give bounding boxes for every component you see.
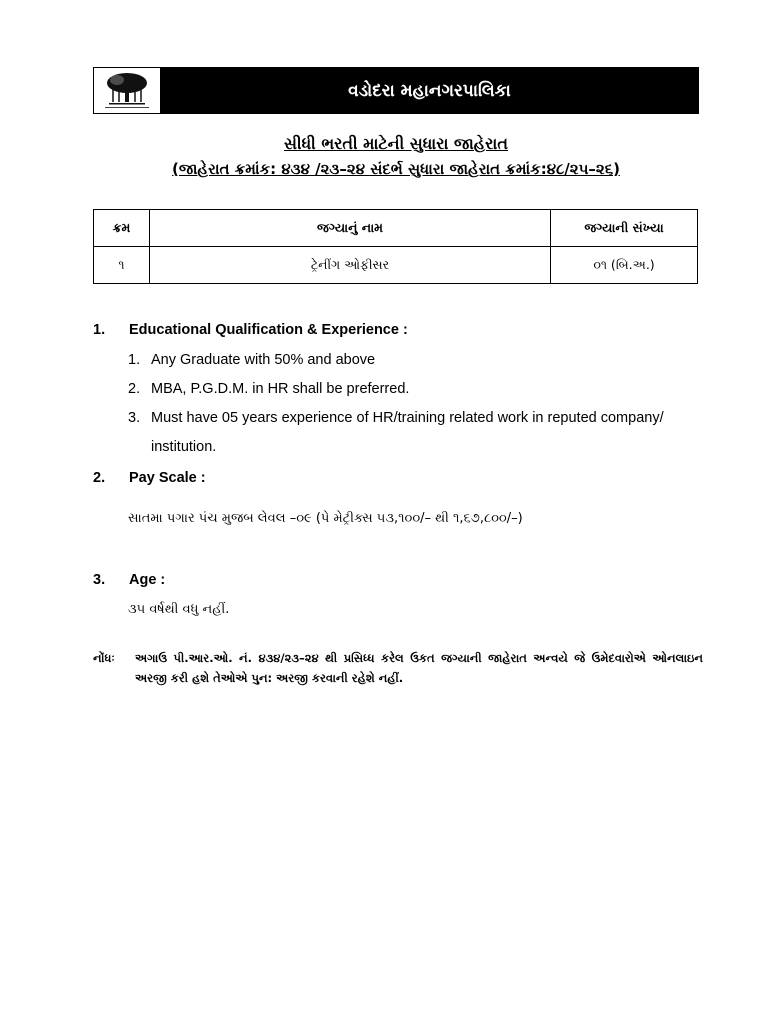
section-heading-age: Age : xyxy=(129,572,166,588)
section-number: 3. xyxy=(93,572,106,588)
list-item: 2. MBA, P.G.D.M. in HR shall be preferred. xyxy=(128,381,410,397)
header-post-count: જગ્યાની સંખ્યા xyxy=(551,210,698,247)
section-heading-qualification: Educational Qualification & Experience : xyxy=(129,322,408,338)
list-item-continuation: institution. xyxy=(151,439,217,455)
section-heading-pay-scale: Pay Scale : xyxy=(129,470,206,486)
header-banner xyxy=(93,67,699,114)
section-number: 1. xyxy=(93,322,106,338)
pay-scale-text: સાતમા પગાર પંચ મુજબ લેવલ –૦૯ (પે મેટ્રીક્સ ૫૩,૧૦૦/– થી ૧,૬૭,૮૦૦/–) xyxy=(128,511,523,526)
cell-post-count: ૦૧ (બિ.અ.) xyxy=(551,247,698,284)
banyan-tree-logo-icon xyxy=(94,68,161,113)
header-post-name: જગ્યાનું નામ xyxy=(150,210,551,247)
list-item: 1. Any Graduate with 50% and above xyxy=(128,352,376,368)
cell-serial: ૧ xyxy=(94,247,150,284)
org-name: વડોદરા મહાનગરપાલિકા xyxy=(161,68,698,113)
table-header-row xyxy=(94,210,698,247)
age-text: ૩૫ વર્ષથી વધુ નહીં. xyxy=(128,602,230,617)
page-title: સીધી ભરતી માટેની સુધારા જાહેરાત xyxy=(284,134,508,153)
list-item: 3. Must have 05 years experience of HR/training related work in reputed company/ xyxy=(128,410,664,426)
section-number: 2. xyxy=(93,470,106,486)
note-label: નોંધઃ xyxy=(93,651,115,665)
note-block xyxy=(93,648,703,688)
page-subtitle: (જાહેરાત ક્રમાંક: ૪૩૪ /૨૩–૨૪ સંદર્ભ સુધારા જાહેરાત ક્રમાંક:૪૮/૨૫–૨૬) xyxy=(172,160,620,178)
cell-post-name: ટ્રેનીંગ ઓફીસર xyxy=(150,247,551,284)
posts-table xyxy=(93,209,698,284)
table-row xyxy=(94,247,698,284)
header-serial: ક્રમ xyxy=(94,210,150,247)
note-text: અગાઉ પી.આર.ઓ. નં. ૪૩૪/૨૩–૨૪ થી પ્રસિધ્ધ કરેલ ઉકત જગ્યાની જાહેરાત અન્વયે જે ઉમેદવારોએ ઓનલાઇન અરજી કરી હશે તેઓએ પુન: અરજી કરવાની રહેશે નહીં. xyxy=(135,651,703,685)
